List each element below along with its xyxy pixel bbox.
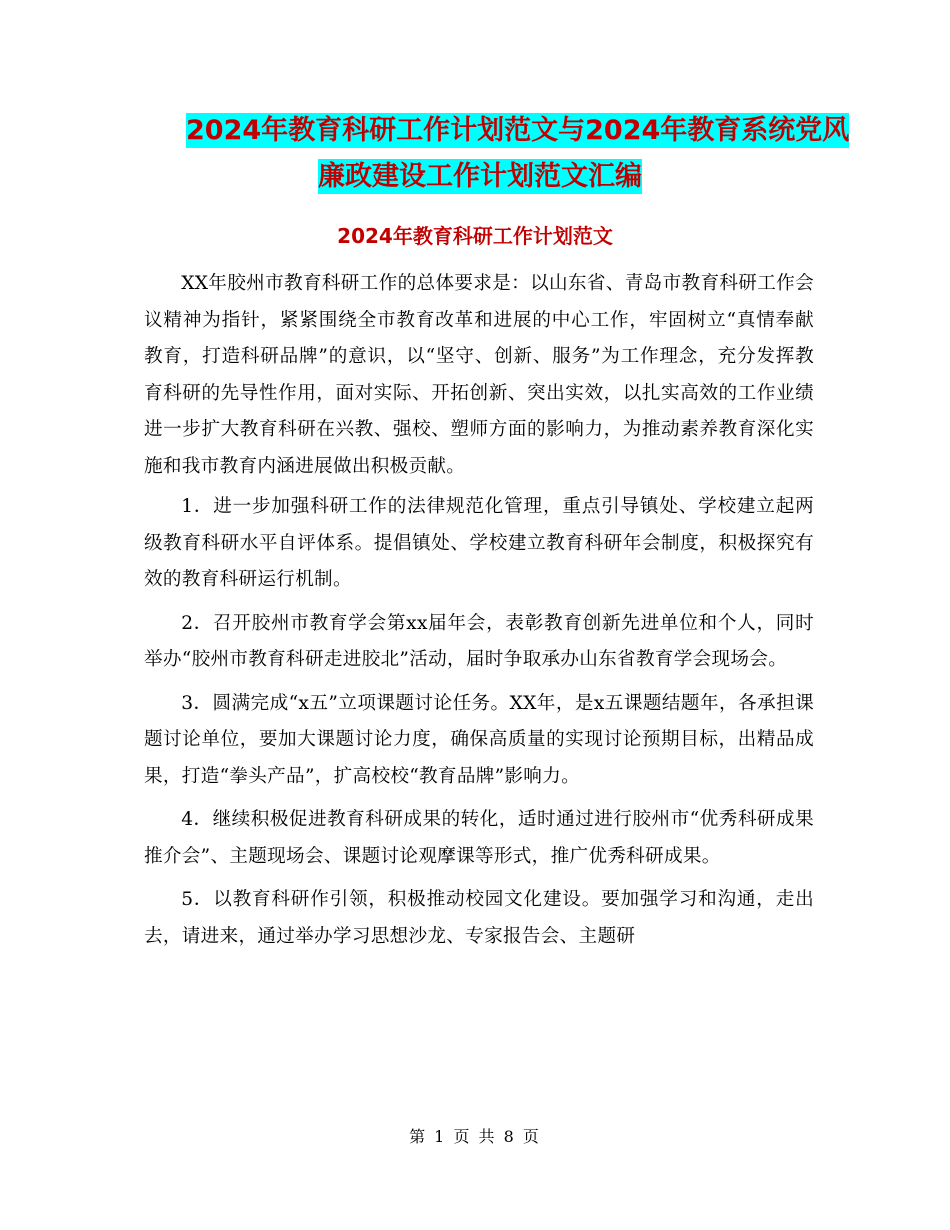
page-footer: 第 1 页 共 8 页 (409, 1127, 541, 1146)
document-title (150, 108, 850, 200)
section-title: 2024年教育科研工作计划范文 (337, 224, 613, 248)
paragraph-item-4: 4．继续积极促进教育科研成果的转化，适时通过进行胶州市“优秀科研成果推介会”、主题现场会、课题讨论观摩课等形式，推广优秀科研成果。 (144, 809, 814, 867)
title-line-1: 2024年教育科研工作计划范文与2024年教育系统党风 (186, 115, 850, 146)
title-line-2: 廉政建设工作计划范文汇编 (318, 161, 642, 192)
paragraph-intro: XX年胶州市教育科研工作的总体要求是：以山东省、青岛市教育科研工作会议精神为指针，紧紧围绕全市教育改革和进展的中心工作，牢固树立“真情奉献教育，打造科研品牌”的意识，以“坚守、创新、服务”为工作理念，充分发挥教育科研的先导性作用，面对实际、开拓创新、突出实效，以扎实高效的工作业绩进一步扩大教育科研在兴教、强校、塑师方面的影响力，为推动素养教育深化实施和我市教育内涵进展做出积极贡献。 (144, 273, 814, 477)
paragraph-item-3: 3．圆满完成“x五”立项课题讨论任务。XX年，是x五课题结题年，各承担课题讨论单位，要加大课题讨论力度，确保高质量的实现讨论预期目标，出精品成果，打造“拳头产品”，扩高校校“教育品牌”影响力。 (144, 692, 814, 787)
document-body (144, 266, 814, 962)
paragraph-item-1: 1．进一步加强科研工作的法律规范化管理，重点引导镇处、学校建立起两级教育科研水平自评体系。提倡镇处、学校建立教育科研年会制度，积极探究有效的教育科研运行机制。 (144, 496, 814, 590)
paragraph-item-2: 2．召开胶州市教育学会第xx届年会，表彰教育创新先进单位和个人，同时举办“胶州市教育科研走进胶北”活动，届时争取承办山东省教育学会现场会。 (144, 612, 814, 670)
paragraph-item-5: 5．以教育科研作引领，积极推动校园文化建设。要加强学习和沟通，走出去，请进来，通过举办学习思想沙龙、专家报告会、主题研 (144, 889, 814, 947)
